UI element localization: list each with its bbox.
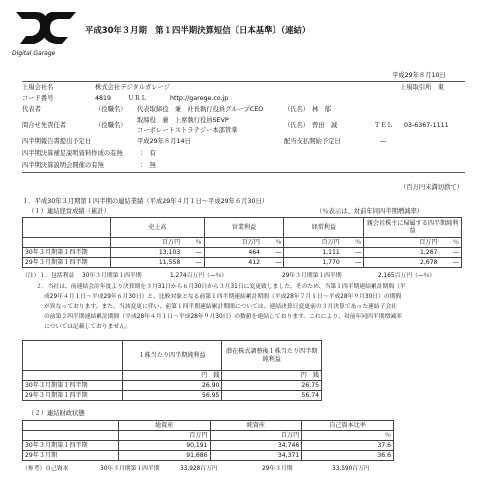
report-date-value: 平成29年８月14日 [137, 138, 191, 145]
value-cell: 26.90 [122, 381, 222, 391]
value-cell: 34,371 [210, 451, 302, 461]
ref-b-val: 33,590百万円 [332, 466, 370, 472]
report-date-label: 四半期報告書提出予定日 [22, 138, 92, 145]
supp-material-label: 四半期決算補足説明資料作成の有無 [22, 150, 123, 157]
pct-cell: ― [262, 258, 284, 268]
financial-position-table [22, 420, 394, 461]
col-equity-ratio: 自己資本比率 [302, 421, 394, 431]
tel-value: 03-6367-1111 [404, 122, 449, 129]
contact-role: （役職名） [95, 122, 127, 129]
value-cell: 56.74 [222, 391, 322, 401]
value-cell: 1,267 [364, 248, 440, 258]
pct-cell: ― [439, 258, 461, 268]
pct-cell: ― [182, 248, 204, 258]
logo-text: Digital Garage [12, 50, 56, 57]
table-row [23, 381, 322, 391]
contact-title-1: 取締役 兼 上席執行役員SEVP [137, 117, 229, 124]
table-row [23, 391, 322, 401]
header-blank [23, 218, 111, 238]
note-income-a-val: 1,274百万円（―％） [170, 273, 228, 279]
value-cell: 91,686 [118, 451, 210, 461]
value-cell: 36.6 [302, 451, 394, 461]
section2-sub: （２）連結財政状態 [28, 410, 85, 417]
value-cell: 1,111 [284, 248, 342, 258]
unit-cell: 百万円 [284, 238, 342, 248]
unit-cell: ％ [262, 238, 284, 248]
listed-value: 株式会社デジタルガレージ [95, 84, 171, 91]
rep-name-label: （氏名） [284, 106, 310, 113]
unit-cell: 円 銭 [122, 371, 222, 381]
table-row [23, 451, 394, 461]
pct-note: （％表示は、対前年同四半期増減率） [316, 208, 424, 215]
unit-note: （百万円未満切捨て） [400, 184, 463, 191]
note2-line-2: 成29年４月１日～平成29年６月30日）と、比較対象となる前第１四半期連結累計期間（平成28年７月１日～平成28年９月30日）の期間 [44, 294, 402, 300]
operating-results-table [22, 217, 462, 268]
unit-cell: ％ [182, 238, 204, 248]
section1-sub: （１）連結経営成績（累計） [28, 208, 110, 215]
listed-label: 上場会社名 [22, 84, 54, 91]
col-operating-income: 営業利益 [204, 218, 284, 238]
note-income-label: （注）１．包括利益 [22, 273, 75, 279]
row-label: 30年３月期第１四半期 [23, 381, 123, 391]
unit-cell: ％ [439, 238, 461, 248]
ref-label: （参考）自己資本 [22, 466, 69, 472]
table-row [23, 258, 462, 268]
url-value[interactable]: http://garege.co.jp [170, 95, 229, 102]
url-label: ＵＲＬ [128, 95, 147, 102]
unit-cell: 百万円 [110, 238, 182, 248]
value-cell: 34,746 [210, 441, 302, 451]
rep-label: 代表者 [22, 106, 41, 113]
row-label: 29年３月期第１四半期 [23, 391, 123, 401]
value-cell: 464 [204, 248, 262, 258]
contact-name: 曽田 誠 [312, 122, 338, 129]
ref-a-val: 33,928百万円 [180, 466, 218, 472]
value-cell: 13,103 [110, 248, 182, 258]
row-label: 30年３月期第１四半期 [23, 441, 119, 451]
note2-line-5: については記載しておりません。 [44, 324, 132, 330]
rep-title: 代表取締役 兼 社長執行役員グループCEO [137, 106, 264, 113]
ref-b: 29年３月期 [262, 466, 293, 472]
ref-a: 30年３月期第１四半期 [100, 466, 160, 472]
contact-name-label: （氏名） [284, 122, 310, 129]
unit-cell: ％ [302, 431, 394, 441]
note2-line-1: ２．当社は、前連結会計年度より決算期を３月31日から６月30日から３月31日に変更致しました。そのため、当第１四半期連結累計期間（平 [36, 284, 406, 290]
tel-label: ＴＥＬ [374, 122, 393, 129]
pct-cell: ― [342, 248, 364, 258]
value-cell: 1,770 [284, 258, 342, 268]
col-sales: 売上高 [110, 218, 204, 238]
rep-role: （役職名） [95, 106, 127, 113]
col-eps: １株当たり四半期純利益 [122, 341, 222, 371]
contact-title-2: コーポレートストラテジー本部管掌 [137, 127, 238, 134]
row-label: 29年３月期 [23, 451, 119, 461]
pct-cell: ― [439, 248, 461, 258]
note-income-b: 29年３月期第１四半期 [282, 273, 342, 279]
value-cell: 2,678 [364, 258, 440, 268]
note2-line-4: の前第２四半期連結累計期間（平成28年４月１日～平成28年９月30日）の数値を連結しております。これにより、対前年同四半期増減率 [44, 314, 402, 320]
row-label: 30年３月期第１四半期 [23, 248, 111, 258]
value-cell: 11,558 [110, 258, 182, 268]
col-net-assets: 純資産 [210, 421, 302, 431]
unit-cell: 百万円 [210, 431, 302, 441]
unit-cell: ％ [342, 238, 364, 248]
pct-cell: ― [342, 258, 364, 268]
dividend-label: 配当支払開始予定日 [284, 138, 341, 145]
col-diluted-eps: 潜在株式調整後１株当たり四半期純利益 [222, 341, 322, 371]
col-net-income: 親会社株主に帰属する四半期純利益 [364, 218, 462, 238]
value-cell: 56.95 [122, 391, 222, 401]
unit-cell: 百万円 [118, 431, 210, 441]
unit-cell: 百万円 [364, 238, 440, 248]
pct-cell: ― [262, 248, 284, 258]
eps-table [22, 340, 322, 401]
note2-line-3: が異なっております。また、当該変更に伴い、前第１四半期連結累計期間については、連結決算日変更前の３月決算であった連結子会社 [44, 304, 397, 310]
document-title: 平成30年３月期 第１四半期決算短信〔日本基準〕（連結） [85, 25, 311, 35]
col-ordinary-income: 経常利益 [284, 218, 364, 238]
supp-material-value: ： 有 [140, 150, 156, 157]
note-income-b-val: 2,165百万円（―％） [378, 273, 436, 279]
value-cell: 412 [204, 258, 262, 268]
table-row [23, 441, 394, 451]
code-label: コード番号 [22, 95, 54, 102]
section1-heading: １．平成30年３月期第１四半期の連結業績（平成29年４月１日～平成29年６月30日） [22, 198, 269, 205]
dividend-value: ― [380, 138, 387, 145]
unit-cell: 円 銭 [222, 371, 322, 381]
value-cell: 26.75 [222, 381, 322, 391]
value-cell: 90,191 [118, 441, 210, 451]
table-row [23, 248, 462, 258]
meeting-label: 四半期決算説明会開催の有無 [22, 162, 104, 169]
unit-cell: 百万円 [204, 238, 262, 248]
contact-label: 問合せ先責任者 [22, 122, 67, 129]
rep-name: 林 郁 [312, 106, 331, 113]
note-income-a: 30年３月期第１四半期 [82, 273, 142, 279]
col-total-assets: 総資産 [118, 421, 210, 431]
code-value: 4819 [95, 95, 112, 102]
value-cell: 37.6 [302, 441, 394, 451]
meeting-value: ： 無 [140, 162, 156, 169]
exchange: 上場取引所 東 [400, 84, 445, 91]
report-date: 平成29年８月10日 [392, 72, 446, 79]
row-label: 29年３月期第１四半期 [23, 258, 111, 268]
pct-cell: ― [182, 258, 204, 268]
